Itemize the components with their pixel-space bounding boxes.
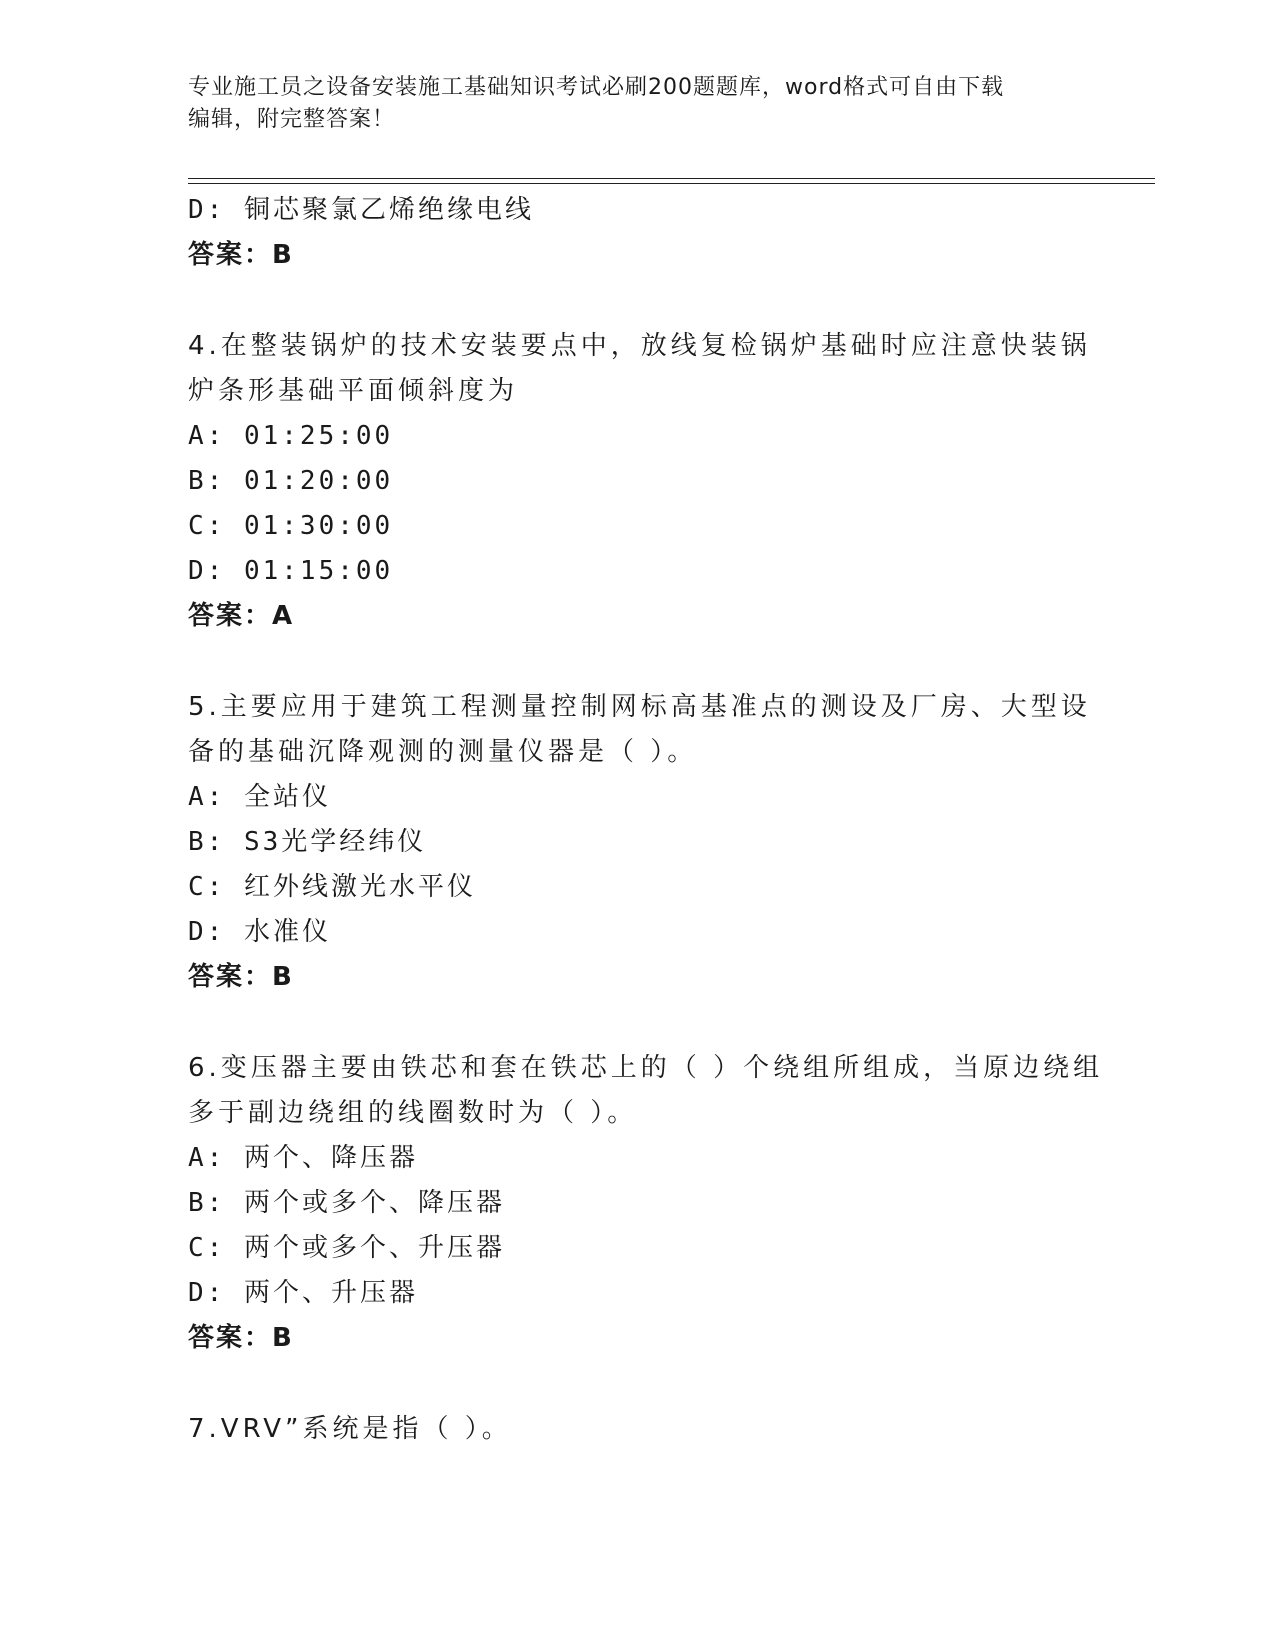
question-text-line-2: 炉条形基础平面倾斜度为 [188,376,519,406]
spacer [188,639,1088,685]
document-header [188,72,1068,136]
option-c: C: 红外线激光水平仪 [188,872,476,902]
question-text-line-1: 4.在整装锅炉的技术安装要点中，放线复检锅炉基础时应注意快装锅 [188,331,1091,361]
document-body [188,188,1104,1452]
option-b: B: S3光学经纬仪 [188,827,427,857]
question-6 [188,1046,1104,1361]
option-b: B: 01:20:00 [188,466,394,496]
answer: 答案：B [188,240,294,270]
spacer [188,1000,1088,1046]
header-rule-bottom [188,183,1155,184]
answer: 答案：B [188,1323,294,1353]
header-title-line-2: 编辑，附完整答案！ [188,107,396,132]
header-title-line-1: 专业施工员之设备安装施工基础知识考试必刷200题题库，word格式可自由下载 [188,75,1005,100]
question-text-line-1: 7.VRV”系统是指（ ）。 [188,1414,512,1444]
option-c: C: 01:30:00 [188,511,394,541]
option-a: A: 两个、降压器 [188,1143,418,1173]
option-a: A: 01:25:00 [188,421,394,451]
option-d: D: 两个、升压器 [188,1278,418,1308]
answer: 答案：B [188,962,294,992]
spacer [188,278,1088,324]
question-7 [188,1407,1088,1452]
question-text-line-2: 多于副边绕组的线圈数时为（ ）。 [188,1098,638,1128]
spacer [188,1361,1088,1407]
option-d: D: 01:15:00 [188,556,394,586]
question-text-line-2: 备的基础沉降观测的测量仪器是（ ）。 [188,737,698,767]
option-c: C: 两个或多个、升压器 [188,1233,505,1263]
question-text-line-1: 6.变压器主要由铁芯和套在铁芯上的（ ）个绕组所组成，当原边绕组 [188,1053,1104,1083]
previous-question-tail [188,188,1088,278]
question-4 [188,324,1091,639]
option-d: D: 铜芯聚氯乙烯绝缘电线 [188,195,534,225]
answer: 答案：A [188,601,295,631]
option-d: D: 水准仪 [188,917,331,947]
option-a: A: 全站仪 [188,782,331,812]
question-text-line-1: 5.主要应用于建筑工程测量控制网标高基准点的测设及厂房、大型设 [188,692,1091,722]
question-5 [188,685,1091,1000]
header-rule-top [188,178,1155,179]
option-b: B: 两个或多个、降压器 [188,1188,505,1218]
